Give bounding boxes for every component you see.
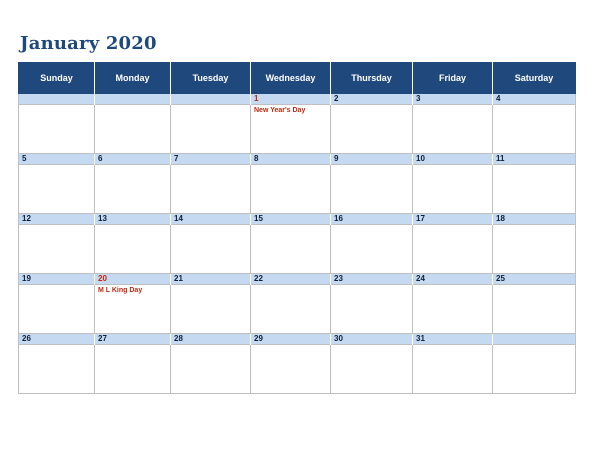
day-cell xyxy=(19,225,95,274)
day-number: 20 xyxy=(95,274,171,285)
day-number: 24 xyxy=(413,274,493,285)
week-date-row xyxy=(19,274,576,285)
day-cell xyxy=(331,165,413,214)
day-cell xyxy=(19,165,95,214)
day-cell xyxy=(493,105,576,154)
day-number: 5 xyxy=(19,154,95,165)
day-cell xyxy=(19,105,95,154)
day-cell xyxy=(251,225,331,274)
week-cell-row xyxy=(19,345,576,394)
day-number: 29 xyxy=(251,334,331,345)
day-number: 27 xyxy=(95,334,171,345)
day-number xyxy=(171,94,251,105)
day-cell xyxy=(251,165,331,214)
weekday-header-sunday: Sunday xyxy=(19,62,95,94)
week-date-row xyxy=(19,334,576,345)
month-calendar-grid xyxy=(18,62,576,394)
day-cell xyxy=(251,345,331,394)
day-cell xyxy=(171,225,251,274)
day-number: 16 xyxy=(331,214,413,225)
day-number: 3 xyxy=(413,94,493,105)
day-cell xyxy=(413,165,493,214)
day-number xyxy=(493,334,576,345)
day-cell xyxy=(493,165,576,214)
day-cell xyxy=(413,105,493,154)
day-number xyxy=(95,94,171,105)
day-number: 22 xyxy=(251,274,331,285)
day-cell xyxy=(251,285,331,334)
day-cell xyxy=(493,345,576,394)
day-number: 11 xyxy=(493,154,576,165)
day-number: 8 xyxy=(251,154,331,165)
day-cell xyxy=(19,345,95,394)
day-number: 17 xyxy=(413,214,493,225)
holiday-label: M L King Day xyxy=(95,285,171,334)
week-cell-row xyxy=(19,165,576,214)
day-number: 18 xyxy=(493,214,576,225)
day-cell xyxy=(413,285,493,334)
day-cell xyxy=(171,345,251,394)
week-date-row xyxy=(19,94,576,105)
day-cell xyxy=(95,225,171,274)
day-number: 14 xyxy=(171,214,251,225)
day-number: 15 xyxy=(251,214,331,225)
weekday-header-tuesday: Tuesday xyxy=(171,62,251,94)
weekday-header-monday: Monday xyxy=(95,62,171,94)
day-number: 6 xyxy=(95,154,171,165)
day-number xyxy=(19,94,95,105)
day-number: 28 xyxy=(171,334,251,345)
day-number: 13 xyxy=(95,214,171,225)
day-cell xyxy=(493,285,576,334)
weekday-header-wednesday: Wednesday xyxy=(251,62,331,94)
weekday-header-friday: Friday xyxy=(413,62,493,94)
day-number: 31 xyxy=(413,334,493,345)
day-number: 10 xyxy=(413,154,493,165)
day-number: 2 xyxy=(331,94,413,105)
day-cell xyxy=(413,345,493,394)
day-cell xyxy=(171,105,251,154)
week-cell-row xyxy=(19,105,576,154)
day-number: 30 xyxy=(331,334,413,345)
day-number: 12 xyxy=(19,214,95,225)
day-cell xyxy=(171,165,251,214)
day-cell xyxy=(95,165,171,214)
weekday-header-thursday: Thursday xyxy=(331,62,413,94)
week-date-row xyxy=(19,154,576,165)
day-cell xyxy=(331,345,413,394)
weekday-header-saturday: Saturday xyxy=(493,62,576,94)
weekday-header-row xyxy=(19,62,576,94)
week-cell-row xyxy=(19,285,576,334)
day-cell xyxy=(171,285,251,334)
day-cell xyxy=(493,225,576,274)
day-number: 23 xyxy=(331,274,413,285)
day-cell xyxy=(331,285,413,334)
day-number: 4 xyxy=(493,94,576,105)
day-number: 7 xyxy=(171,154,251,165)
day-cell xyxy=(331,105,413,154)
page-title: January 2020 xyxy=(20,33,157,54)
day-cell xyxy=(95,105,171,154)
day-cell xyxy=(413,225,493,274)
day-number: 21 xyxy=(171,274,251,285)
day-number: 25 xyxy=(493,274,576,285)
holiday-label: New Year's Day xyxy=(251,105,331,154)
week-date-row xyxy=(19,214,576,225)
day-number: 19 xyxy=(19,274,95,285)
day-cell xyxy=(19,285,95,334)
week-cell-row xyxy=(19,225,576,274)
calendar-weeks xyxy=(19,94,576,394)
day-cell xyxy=(331,225,413,274)
day-number: 26 xyxy=(19,334,95,345)
day-number: 1 xyxy=(251,94,331,105)
day-number: 9 xyxy=(331,154,413,165)
day-cell xyxy=(95,345,171,394)
